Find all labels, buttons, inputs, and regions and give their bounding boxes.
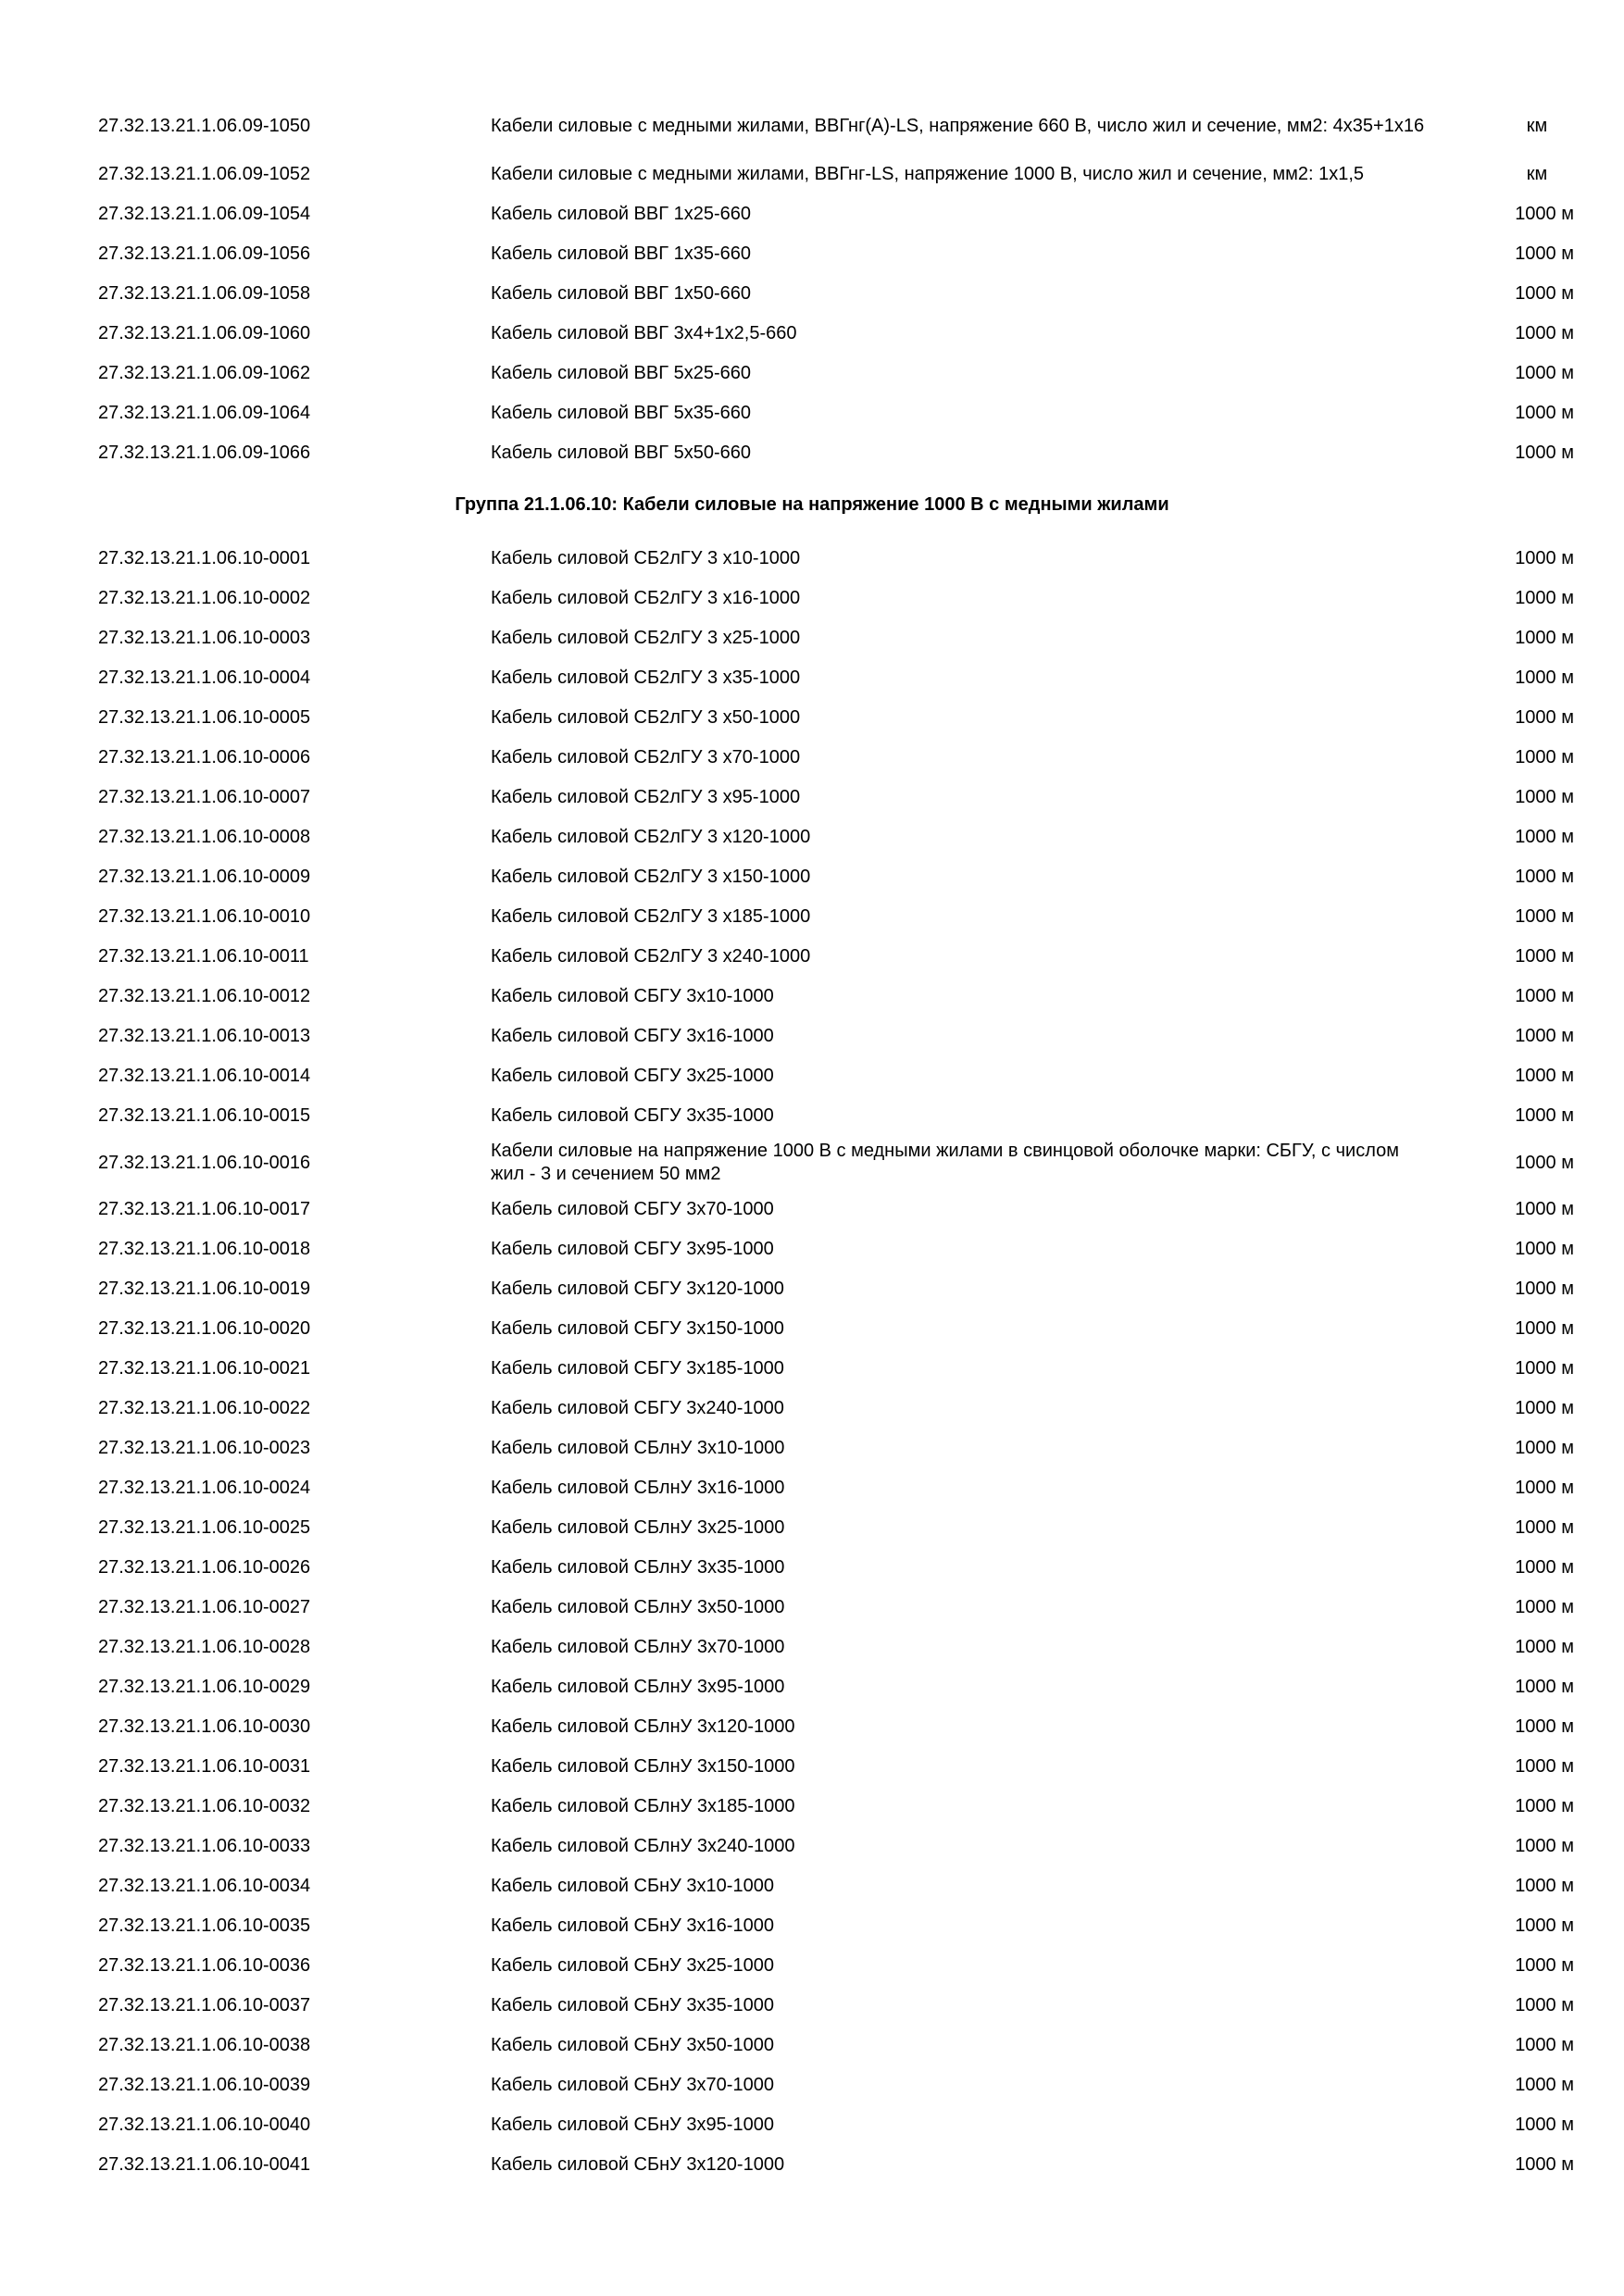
table-row [0,1349,1624,1389]
row-code: 27.32.13.21.1.06.10-0021 [98,1358,311,1379]
row-code: 27.32.13.21.1.06.10-0001 [98,548,311,568]
row-code: 27.32.13.21.1.06.10-0029 [98,1677,311,1697]
table-row [0,539,1624,579]
row-name: Кабель силовой СБлнУ 3х16-1000 [491,1478,785,1498]
table-row [0,1429,1624,1468]
row-name: Кабель силовой СБГУ 3х120-1000 [491,1279,784,1299]
row-code: 27.32.13.21.1.06.09-1050 [98,115,311,136]
row-code: 27.32.13.21.1.06.10-0017 [98,1199,311,1219]
row-name: Кабель силовой СБнУ 3х70-1000 [491,2075,774,2095]
row-unit: 1000 м [1515,1358,1574,1379]
row-unit: 1000 м [1515,588,1574,608]
row-code: 27.32.13.21.1.06.10-0028 [98,1637,311,1657]
table-row [0,1667,1624,1707]
table-row [0,977,1624,1017]
row-name: Кабель силовой ВВГ 1х35-660 [491,243,752,264]
row-code: 27.32.13.21.1.06.10-0020 [98,1318,311,1339]
row-name: Кабель силовой СБлнУ 3х240-1000 [491,1836,795,1856]
row-name: Кабель силовой СБ2лГУ 3 х95-1000 [491,787,801,807]
row-name: Кабель силовой СБ2лГУ 3 х240-1000 [491,946,811,967]
row-unit: 1000 м [1515,323,1574,343]
table-row [0,155,1624,194]
table-row [0,234,1624,274]
table-row [0,1707,1624,1747]
row-code: 27.32.13.21.1.06.10-0003 [98,628,311,648]
row-name: Кабели силовые с медными жилами, ВВГнг(А)-LS, напряжение 660 В, число жил и сечение, мм2: 4х35+1х16 [491,115,1425,136]
row-code: 27.32.13.21.1.06.10-0004 [98,668,311,688]
row-name: Кабель силовой СБнУ 3х25-1000 [491,1955,774,1976]
row-name: Кабель силовой СБ2лГУ 3 х120-1000 [491,827,811,847]
row-code: 27.32.13.21.1.06.10-0039 [98,2075,311,2095]
row-code: 27.32.13.21.1.06.10-0041 [98,2154,311,2175]
row-code: 27.32.13.21.1.06.10-0018 [98,1239,311,1259]
row-code: 27.32.13.21.1.06.10-0036 [98,1955,311,1976]
table-row [0,274,1624,314]
row-name: Кабель силовой СБ2лГУ 3 х35-1000 [491,668,801,688]
row-code: 27.32.13.21.1.06.10-0038 [98,2035,311,2055]
row-code: 27.32.13.21.1.06.10-0015 [98,1105,311,1126]
row-unit: 1000 м [1515,1915,1574,1936]
row-code: 27.32.13.21.1.06.09-1058 [98,283,311,304]
table-row [0,1190,1624,1229]
row-unit: 1000 м [1515,1026,1574,1046]
row-name: Кабель силовой СБГУ 3х35-1000 [491,1105,774,1126]
row-unit: 1000 м [1515,243,1574,264]
row-unit: 1000 м [1515,1438,1574,1458]
table-row [0,2145,1624,2185]
row-code: 27.32.13.21.1.06.09-1066 [98,443,311,463]
group-header [0,485,1624,524]
table-row [0,658,1624,698]
row-name: Кабель силовой ВВГ 5х50-660 [491,443,752,463]
row-unit: 1000 м [1515,827,1574,847]
row-unit: 1000 м [1515,1199,1574,1219]
row-name: Кабель силовой СБ2лГУ 3 х150-1000 [491,867,811,887]
row-name: Кабель силовой СБлнУ 3х120-1000 [491,1716,795,1737]
row-name: Кабель силовой СБГУ 3х95-1000 [491,1239,774,1259]
row-code: 27.32.13.21.1.06.10-0011 [98,946,309,967]
row-unit: км [1526,115,1548,136]
row-unit: 1000 м [1515,403,1574,423]
row-code: 27.32.13.21.1.06.10-0010 [98,906,311,927]
row-code: 27.32.13.21.1.06.10-0007 [98,787,311,807]
row-code: 27.32.13.21.1.06.10-0002 [98,588,311,608]
table-row [0,393,1624,433]
table-row [0,897,1624,937]
table-row [0,99,1624,153]
table-row [0,1906,1624,1946]
row-name: Кабель силовой ВВГ 1х25-660 [491,204,752,224]
table-row [0,1946,1624,1986]
row-name: Кабель силовой ВВГ 5х25-660 [491,363,752,383]
row-unit: 1000 м [1515,1637,1574,1657]
row-code: 27.32.13.21.1.06.10-0012 [98,986,311,1006]
row-name: Кабель силовой СБлнУ 3х70-1000 [491,1637,785,1657]
row-name: Кабель силовой ВВГ 3х4+1х2,5-660 [491,323,797,343]
row-name: Кабель силовой СБ2лГУ 3 х70-1000 [491,747,801,767]
row-code: 27.32.13.21.1.06.10-0024 [98,1478,311,1498]
row-name: Кабель силовой СБлнУ 3х10-1000 [491,1438,785,1458]
table-row [0,738,1624,778]
row-name: Кабель силовой СБГУ 3х25-1000 [491,1066,774,1086]
table-row [0,1866,1624,1906]
table-row [0,1389,1624,1429]
row-name: Кабель силовой СБнУ 3х35-1000 [491,1995,774,2015]
row-code: 27.32.13.21.1.06.10-0027 [98,1597,311,1617]
row-name: Кабель силовой СБнУ 3х95-1000 [491,2115,774,2135]
row-name: Кабель силовой СБГУ 3х16-1000 [491,1026,774,1046]
row-unit: 1000 м [1515,1597,1574,1617]
table-row [0,618,1624,658]
table-row [0,1468,1624,1508]
row-unit: 1000 м [1515,1105,1574,1126]
row-name: Кабель силовой СБГУ 3х150-1000 [491,1318,784,1339]
table-row [0,1096,1624,1136]
table-row [0,1787,1624,1827]
row-name: Кабель силовой СБГУ 3х240-1000 [491,1398,784,1418]
row-unit: 1000 м [1515,1796,1574,1816]
row-code: 27.32.13.21.1.06.10-0031 [98,1756,311,1777]
row-unit: 1000 м [1515,668,1574,688]
row-unit: 1000 м [1515,2075,1574,2095]
row-name: Кабель силовой СБлнУ 3х185-1000 [491,1796,795,1816]
row-unit: 1000 м [1515,1398,1574,1418]
table-row [0,433,1624,473]
row-name: Кабели силовые с медными жилами, ВВГнг-LS, напряжение 1000 В, число жил и сечение, мм2: 1х1,5 [491,164,1365,184]
row-unit: 1000 м [1515,1152,1574,1173]
row-unit: 1000 м [1515,1836,1574,1856]
row-name: Кабель силовой ВВГ 1х50-660 [491,283,752,304]
row-unit: 1000 м [1515,867,1574,887]
row-code: 27.32.13.21.1.06.10-0035 [98,1915,311,1936]
row-unit: 1000 м [1515,1239,1574,1259]
table-row [0,698,1624,738]
row-code: 27.32.13.21.1.06.10-0026 [98,1557,311,1578]
table-row [0,1056,1624,1096]
row-unit: 1000 м [1515,1557,1574,1578]
row-code: 27.32.13.21.1.06.10-0030 [98,1716,311,1737]
row-code: 27.32.13.21.1.06.10-0013 [98,1026,311,1046]
row-name: Кабель силовой СБГУ 3х185-1000 [491,1358,784,1379]
row-unit: 1000 м [1515,1716,1574,1737]
group-header-title: Группа 21.1.06.10: Кабели силовые на напряжение 1000 В с медными жилами [455,493,1169,515]
row-unit: 1000 м [1515,1677,1574,1697]
table-row [0,857,1624,897]
row-code: 27.32.13.21.1.06.10-0034 [98,1876,311,1896]
row-unit: 1000 м [1515,1478,1574,1498]
row-code: 27.32.13.21.1.06.10-0005 [98,707,311,728]
row-unit: 1000 м [1515,906,1574,927]
row-code: 27.32.13.21.1.06.09-1052 [98,164,311,184]
row-code: 27.32.13.21.1.06.10-0016 [98,1152,311,1173]
row-name: Кабель силовой СБнУ 3х10-1000 [491,1876,774,1896]
table-row [0,817,1624,857]
row-unit: 1000 м [1515,283,1574,304]
row-name: Кабель силовой СБнУ 3х120-1000 [491,2154,785,2175]
row-code: 27.32.13.21.1.06.10-0033 [98,1836,311,1856]
table-row [0,314,1624,354]
row-name: Кабель силовой СБлнУ 3х35-1000 [491,1557,785,1578]
row-unit: 1000 м [1515,747,1574,767]
row-code: 27.32.13.21.1.06.10-0022 [98,1398,311,1418]
table-row [0,1827,1624,1866]
row-name: Кабель силовой СБлнУ 3х150-1000 [491,1756,795,1777]
table-row [0,1136,1624,1190]
row-unit: 1000 м [1515,1955,1574,1976]
table-row [0,1017,1624,1056]
table-row [0,2105,1624,2145]
row-name: Кабель силовой СБ2лГУ 3 х25-1000 [491,628,801,648]
table-row [0,579,1624,618]
row-code: 27.32.13.21.1.06.10-0009 [98,867,311,887]
row-unit: 1000 м [1515,2154,1574,2175]
row-unit: 1000 м [1515,1995,1574,2015]
row-unit: 1000 м [1515,363,1574,383]
row-name: Кабель силовой СБ2лГУ 3 х50-1000 [491,707,801,728]
row-name: Кабель силовой СБГУ 3х10-1000 [491,986,774,1006]
row-unit: 1000 м [1515,204,1574,224]
row-code: 27.32.13.21.1.06.10-0032 [98,1796,311,1816]
row-name: Кабель силовой СБлнУ 3х50-1000 [491,1597,785,1617]
table-row [0,1309,1624,1349]
row-unit: 1000 м [1515,443,1574,463]
row-code: 27.32.13.21.1.06.10-0014 [98,1066,311,1086]
row-unit: 1000 м [1515,946,1574,967]
table-row [0,194,1624,234]
table-row [0,1548,1624,1588]
row-code: 27.32.13.21.1.06.09-1062 [98,363,311,383]
row-unit: 1000 м [1515,1066,1574,1086]
table-row [0,1508,1624,1548]
row-code: 27.32.13.21.1.06.10-0025 [98,1517,311,1538]
table-row [0,1229,1624,1269]
row-unit: 1000 м [1515,986,1574,1006]
row-name: Кабель силовой СБГУ 3х70-1000 [491,1199,774,1219]
row-name: Кабель силовой СБлнУ 3х95-1000 [491,1677,785,1697]
row-code: 27.32.13.21.1.06.10-0019 [98,1279,311,1299]
row-unit: 1000 м [1515,707,1574,728]
row-name: Кабель силовой СБ2лГУ 3 х185-1000 [491,906,811,927]
table-row [0,1986,1624,2026]
row-code: 27.32.13.21.1.06.09-1056 [98,243,311,264]
table-row [0,937,1624,977]
row-unit: 1000 м [1515,628,1574,648]
row-name: Кабель силовой СБ2лГУ 3 х10-1000 [491,548,801,568]
row-unit: 1000 м [1515,1876,1574,1896]
row-name: Кабель силовой СБлнУ 3х25-1000 [491,1517,785,1538]
table-row [0,778,1624,817]
row-code: 27.32.13.21.1.06.10-0006 [98,747,311,767]
row-code: 27.32.13.21.1.06.10-0008 [98,827,311,847]
table-row [0,1588,1624,1628]
row-code: 27.32.13.21.1.06.09-1060 [98,323,311,343]
row-unit: 1000 м [1515,787,1574,807]
row-name: Кабель силовой СБнУ 3х50-1000 [491,2035,774,2055]
row-code: 27.32.13.21.1.06.10-0037 [98,1995,311,2015]
row-name: Кабели силовые на напряжение 1000 В с медными жилами в свинцовой оболочке марки: СБГУ, с числом жил - 3 и сечением 50 мм2 [491,1141,1399,1184]
row-unit: 1000 м [1515,1756,1574,1777]
table-row [0,1269,1624,1309]
row-unit: 1000 м [1515,1318,1574,1339]
row-code: 27.32.13.21.1.06.10-0023 [98,1438,311,1458]
row-unit: 1000 м [1515,548,1574,568]
row-unit: км [1526,164,1548,184]
table-row [0,2065,1624,2105]
row-code: 27.32.13.21.1.06.10-0040 [98,2115,311,2135]
row-code: 27.32.13.21.1.06.09-1064 [98,403,311,423]
row-unit: 1000 м [1515,1279,1574,1299]
row-unit: 1000 м [1515,2115,1574,2135]
table-row [0,1747,1624,1787]
row-name: Кабель силовой ВВГ 5х35-660 [491,403,752,423]
row-unit: 1000 м [1515,2035,1574,2055]
table-row [0,1628,1624,1667]
row-code: 27.32.13.21.1.06.09-1054 [98,204,311,224]
row-unit: 1000 м [1515,1517,1574,1538]
row-name: Кабель силовой СБнУ 3х16-1000 [491,1915,774,1936]
table-row [0,2026,1624,2065]
row-name: Кабель силовой СБ2лГУ 3 х16-1000 [491,588,801,608]
table-row [0,354,1624,393]
